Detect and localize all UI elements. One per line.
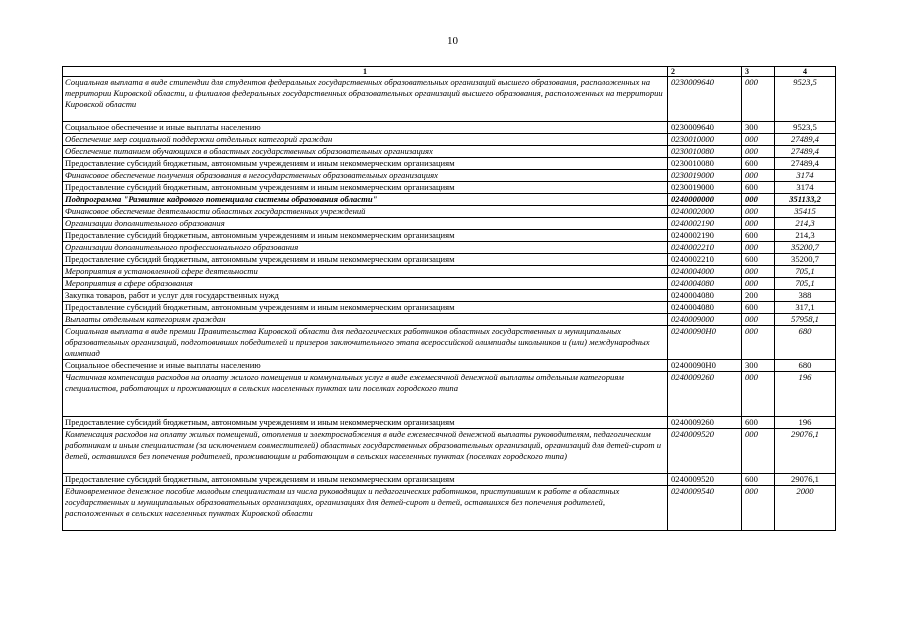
- row-name: Организации дополнительного образования: [63, 218, 668, 230]
- row-name: Компенсация расходов на оплату жилых помещений, отопления и электроснабжения в виде ежемесячной денежной выплаты руководителям, педагогическим работникам и иным специалистам (за исключением совместителей) областных государственных образовательных организаций, организаций для детей-сирот и детей, оставшихся без попечения родителей, проживающим и работающим в сельских населенных пунктах (поселках городского типа): [63, 429, 668, 474]
- row-name: Обеспечение питанием обучающихся в областных государственных образовательных организациях: [63, 146, 668, 158]
- table-row: [63, 170, 836, 182]
- row-vr: 000: [742, 77, 775, 122]
- table-header-row: [63, 67, 836, 77]
- row-vr: 000: [742, 278, 775, 290]
- table-row: [63, 417, 836, 429]
- row-name: Мероприятия в сфере образования: [63, 278, 668, 290]
- table-row: [63, 486, 836, 531]
- row-name: Выплаты отдельным категориям граждан: [63, 314, 668, 326]
- row-sum: 29076,1: [775, 474, 836, 486]
- row-vr: 600: [742, 254, 775, 266]
- row-name: Мероприятия в установленной сфере деятельности: [63, 266, 668, 278]
- table-row: [63, 122, 836, 134]
- row-sum: 196: [775, 417, 836, 429]
- row-code: 0240000000: [668, 194, 742, 206]
- header-col-1: 1: [63, 67, 668, 77]
- row-vr: 000: [742, 314, 775, 326]
- table-row: [63, 326, 836, 360]
- page-number: 10: [447, 35, 458, 47]
- row-vr: 600: [742, 474, 775, 486]
- row-code: 0240004000: [668, 266, 742, 278]
- row-code: 0240004080: [668, 278, 742, 290]
- table-row: [63, 146, 836, 158]
- row-sum: 214,3: [775, 218, 836, 230]
- budget-table: [62, 66, 836, 531]
- row-vr: 000: [742, 194, 775, 206]
- table-row: [63, 266, 836, 278]
- row-sum: 196: [775, 372, 836, 417]
- row-name: Предоставление субсидий бюджетным, автономным учреждениям и иным некоммерческим организациям: [63, 302, 668, 314]
- table-row: [63, 218, 836, 230]
- row-vr: 600: [742, 230, 775, 242]
- row-name: Единовременное денежное пособие молодым специалистам из числа руководящих и педагогических работников, приступившим к работе в областных государственных и муниципальных образовательных организациях, организациях для детей-сирот и детей, оставшихся без попечения родителей, расположенных в сельских населенных пунктах Кировской области: [63, 486, 668, 531]
- row-code: 0240002210: [668, 242, 742, 254]
- row-name: Финансовое обеспечение деятельности областных государственных учреждений: [63, 206, 668, 218]
- row-code: 0240009260: [668, 417, 742, 429]
- table-row: [63, 474, 836, 486]
- row-sum: 27489,4: [775, 158, 836, 170]
- row-vr: 000: [742, 206, 775, 218]
- row-sum: 27489,4: [775, 134, 836, 146]
- row-vr: 200: [742, 290, 775, 302]
- row-name: Социальное обеспечение и иные выплаты населению: [63, 122, 668, 134]
- row-vr: 000: [742, 218, 775, 230]
- row-code: 0240009520: [668, 429, 742, 474]
- row-name: Социальная выплата в виде стипендии для студентов федеральных государственных образовательных организаций высшего образования, расположенных на территории Кировской области, и филиалов федеральных государственных образовательных организаций высшего образования, расположенных на территории Кировской области: [63, 77, 668, 122]
- row-sum: 3174: [775, 170, 836, 182]
- row-sum: 705,1: [775, 278, 836, 290]
- row-vr: 600: [742, 182, 775, 194]
- row-vr: 600: [742, 302, 775, 314]
- row-vr: 000: [742, 170, 775, 182]
- header-col-4: 4: [775, 67, 836, 77]
- row-code: 0240009000: [668, 314, 742, 326]
- row-name: Социальная выплата в виде премии Правительства Кировской области для педагогических работников областных государственных и муниципальных образовательных организаций, подготовивших победителей и призеров заключительного этапа всероссийской олимпиады школьников и (или) международных олимпиад: [63, 326, 668, 360]
- row-vr: 000: [742, 372, 775, 417]
- row-vr: 000: [742, 242, 775, 254]
- table-row: [63, 134, 836, 146]
- row-name: Предоставление субсидий бюджетным, автономным учреждениям и иным некоммерческим организациям: [63, 254, 668, 266]
- row-code: 0240002190: [668, 230, 742, 242]
- row-sum: 9523,5: [775, 77, 836, 122]
- row-code: 0230010080: [668, 146, 742, 158]
- row-sum: 388: [775, 290, 836, 302]
- row-vr: 000: [742, 486, 775, 531]
- row-vr: 300: [742, 122, 775, 134]
- row-code: 0240004080: [668, 302, 742, 314]
- row-vr: 000: [742, 134, 775, 146]
- row-sum: 317,1: [775, 302, 836, 314]
- row-vr: 000: [742, 429, 775, 474]
- row-name: Закупка товаров, работ и услуг для государственных нужд: [63, 290, 668, 302]
- header-col-3: 3: [742, 67, 775, 77]
- table-row: [63, 77, 836, 122]
- row-name: Предоставление субсидий бюджетным, автономным учреждениям и иным некоммерческим организациям: [63, 474, 668, 486]
- row-code: 0240002190: [668, 218, 742, 230]
- row-name: Организации дополнительного профессионального образования: [63, 242, 668, 254]
- table-row: [63, 206, 836, 218]
- table-row: [63, 302, 836, 314]
- row-sum: 29076,1: [775, 429, 836, 474]
- header-col-2: 2: [668, 67, 742, 77]
- table-row: [63, 242, 836, 254]
- row-code: 0230019000: [668, 182, 742, 194]
- row-sum: 351133,2: [775, 194, 836, 206]
- row-sum: 57958,1: [775, 314, 836, 326]
- row-code: 02400090Н0: [668, 360, 742, 372]
- table-row: [63, 278, 836, 290]
- row-name: Частичная компенсация расходов на оплату жилого помещения и коммунальных услуг в виде ежемесячной денежной выплаты отдельным категориям специалистов, работающих и проживающих в сельских населенных пунктах или поселках городского типа: [63, 372, 668, 417]
- table-row: [63, 182, 836, 194]
- table-row: [63, 360, 836, 372]
- table-row: [63, 314, 836, 326]
- row-code: 02400090Н0: [668, 326, 742, 360]
- row-sum: 2000: [775, 486, 836, 531]
- row-code: 0230009640: [668, 122, 742, 134]
- table-row: [63, 254, 836, 266]
- row-code: 0230010000: [668, 134, 742, 146]
- row-sum: 35415: [775, 206, 836, 218]
- row-sum: 35200,7: [775, 254, 836, 266]
- row-code: 0240002210: [668, 254, 742, 266]
- row-code: 0240009540: [668, 486, 742, 531]
- table-row: [63, 372, 836, 417]
- row-code: 0230010080: [668, 158, 742, 170]
- row-sum: 214,3: [775, 230, 836, 242]
- row-vr: 600: [742, 158, 775, 170]
- row-vr: 600: [742, 417, 775, 429]
- row-vr: 000: [742, 266, 775, 278]
- row-vr: 300: [742, 360, 775, 372]
- row-name: Предоставление субсидий бюджетным, автономным учреждениям и иным некоммерческим организациям: [63, 182, 668, 194]
- row-code: 0240009520: [668, 474, 742, 486]
- row-name: Социальное обеспечение и иные выплаты населению: [63, 360, 668, 372]
- row-sum: 705,1: [775, 266, 836, 278]
- row-name: Предоставление субсидий бюджетным, автономным учреждениям и иным некоммерческим организациям: [63, 417, 668, 429]
- row-code: 0240009260: [668, 372, 742, 417]
- row-code: 0240002000: [668, 206, 742, 218]
- row-sum: 3174: [775, 182, 836, 194]
- row-sum: 27489,4: [775, 146, 836, 158]
- row-name: Обеспечение мер социальной поддержки отдельных категорий граждан: [63, 134, 668, 146]
- row-vr: 000: [742, 326, 775, 360]
- row-sum: 680: [775, 360, 836, 372]
- table-row: [63, 158, 836, 170]
- row-name: Предоставление субсидий бюджетным, автономным учреждениям и иным некоммерческим организациям: [63, 230, 668, 242]
- row-code: 0230019000: [668, 170, 742, 182]
- row-name: Финансовое обеспечение получения образования в негосударственных образовательных организациях: [63, 170, 668, 182]
- row-sum: 9523,5: [775, 122, 836, 134]
- row-code: 0240004080: [668, 290, 742, 302]
- row-sum: 35200,7: [775, 242, 836, 254]
- table-row: [63, 429, 836, 474]
- row-sum: 680: [775, 326, 836, 360]
- row-name: Предоставление субсидий бюджетным, автономным учреждениям и иным некоммерческим организациям: [63, 158, 668, 170]
- table-row: [63, 230, 836, 242]
- table-row: [63, 194, 836, 206]
- row-name: Подпрограмма "Развитие кадрового потенциала системы образования области": [63, 194, 668, 206]
- row-vr: 000: [742, 146, 775, 158]
- table-row: [63, 290, 836, 302]
- row-code: 0230009640: [668, 77, 742, 122]
